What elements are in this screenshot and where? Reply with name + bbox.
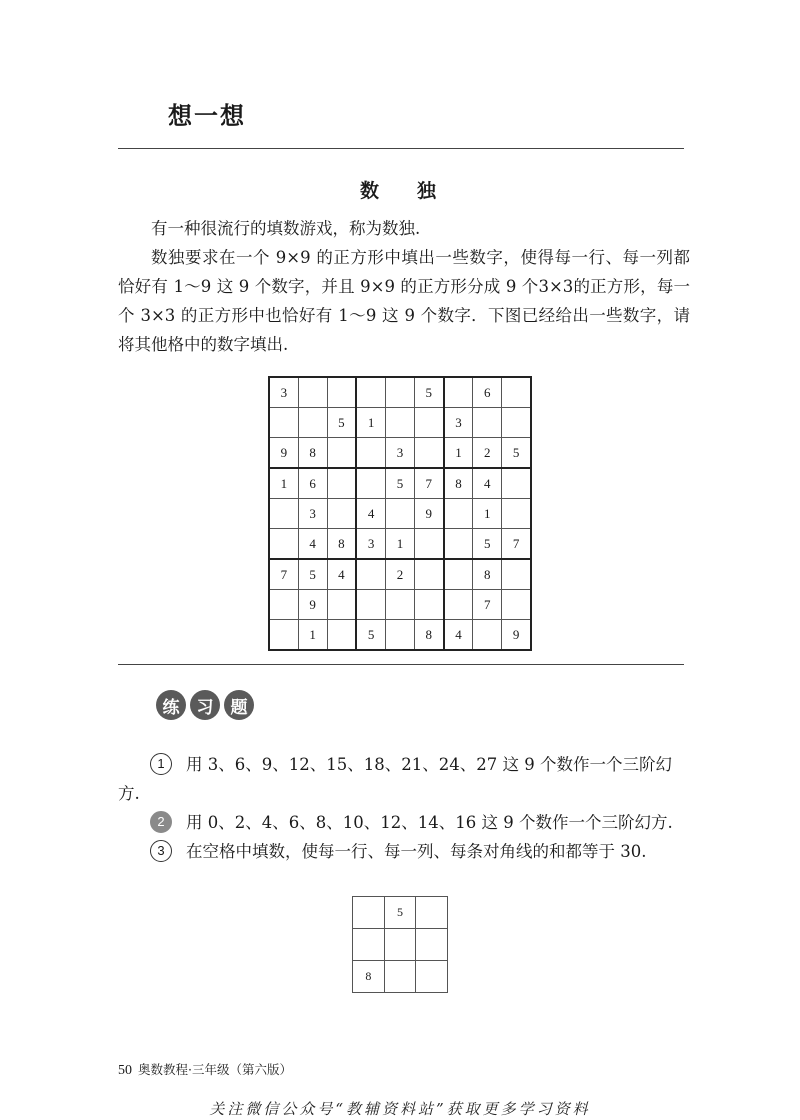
grid-cell: 8: [327, 529, 356, 560]
exercise-text: 在空格中填数，使每一行、每一列、每条对角线的和都等于 30.: [186, 842, 647, 861]
exercise-3: [118, 837, 690, 866]
exercise-text: 用 0、2、4、6、8、10、12、14、16 这 9 个数作一个三阶幻方.: [186, 813, 673, 832]
subtitle-char: 独: [417, 180, 441, 202]
exercise-badge: 练: [156, 690, 186, 720]
subtitle-char: 数: [359, 180, 383, 202]
grid-cell: [502, 590, 531, 620]
grid-row: [353, 929, 448, 961]
grid-cell: 9: [502, 620, 531, 651]
grid-cell: 7: [502, 529, 531, 560]
grid-cell: 6: [298, 468, 327, 499]
grid-cell: [444, 559, 473, 590]
grid-cell: 4: [356, 499, 385, 529]
grid-cell: [327, 499, 356, 529]
exercises-header: [156, 690, 254, 720]
grid-cell: [502, 468, 531, 499]
grid-cell: 5: [386, 468, 415, 499]
grid-row: [353, 961, 448, 993]
grid-cell: [327, 438, 356, 469]
page-number: 50: [118, 1063, 132, 1078]
grid-cell: [473, 620, 502, 651]
grid-cell: 2: [386, 559, 415, 590]
grid-cell: [414, 408, 443, 438]
grid-cell: [269, 529, 298, 560]
grid-cell: [414, 590, 443, 620]
grid-cell: 5: [298, 559, 327, 590]
grid-cell: 7: [473, 590, 502, 620]
grid-cell: 7: [269, 559, 298, 590]
grid-cell: [298, 377, 327, 408]
grid-cell: 1: [269, 468, 298, 499]
exercise-badge: 题: [224, 690, 254, 720]
grid-cell: [473, 408, 502, 438]
magic-square-grid: [352, 896, 448, 993]
exercise-text: 用 3、6、9、12、15、18、21、24、27 这 9 个数作一个三阶幻方.: [118, 755, 672, 803]
grid-cell: 7: [414, 468, 443, 499]
grid-cell: 8: [414, 620, 443, 651]
grid-cell: [356, 590, 385, 620]
grid-row: [269, 620, 531, 651]
grid-cell: 3: [298, 499, 327, 529]
grid-cell: 5: [356, 620, 385, 651]
grid-row: [269, 408, 531, 438]
grid-cell: [386, 590, 415, 620]
grid-cell: [384, 929, 416, 961]
grid-cell: [416, 929, 448, 961]
grid-cell: [414, 438, 443, 469]
book-title: 奥数教程·三年级（第六版）: [138, 1062, 292, 1077]
grid-cell: [327, 377, 356, 408]
sudoku-subtitle: [0, 176, 800, 203]
section-title: 想一想: [168, 102, 246, 130]
grid-cell: [414, 559, 443, 590]
grid-cell: [416, 897, 448, 929]
grid-cell: [386, 377, 415, 408]
grid-cell: [356, 468, 385, 499]
middle-divider: [118, 664, 684, 665]
grid-cell: [444, 499, 473, 529]
grid-cell: [327, 590, 356, 620]
grid-cell: 1: [298, 620, 327, 651]
grid-cell: 9: [269, 438, 298, 469]
page-footer: [118, 1060, 292, 1079]
grid-cell: [502, 559, 531, 590]
grid-cell: [298, 408, 327, 438]
grid-cell: 4: [473, 468, 502, 499]
grid-cell: 3: [444, 408, 473, 438]
exercise-number: 3: [150, 840, 172, 862]
grid-cell: [356, 559, 385, 590]
grid-cell: [502, 499, 531, 529]
grid-cell: 3: [269, 377, 298, 408]
grid-cell: [269, 408, 298, 438]
intro-paragraph: 有一种很流行的填数游戏，称为数独.: [151, 219, 421, 238]
grid-cell: 5: [502, 438, 531, 469]
grid-cell: [386, 408, 415, 438]
grid-row: [269, 590, 531, 620]
grid-cell: 4: [327, 559, 356, 590]
grid-cell: 5: [414, 377, 443, 408]
grid-cell: [414, 529, 443, 560]
grid-cell: 3: [386, 438, 415, 469]
grid-cell: [353, 929, 385, 961]
grid-cell: [502, 408, 531, 438]
grid-row: [269, 529, 531, 560]
watermark-text: 关注微信公众号“教辅资料站”获取更多学习资料: [209, 1100, 591, 1118]
exercise-number: 2: [150, 811, 172, 833]
grid-cell: 5: [327, 408, 356, 438]
grid-cell: 1: [386, 529, 415, 560]
grid-cell: 4: [444, 620, 473, 651]
grid-row: [269, 438, 531, 469]
grid-cell: [269, 499, 298, 529]
exercise-2: [118, 808, 690, 837]
grid-cell: 9: [414, 499, 443, 529]
grid-cell: 8: [473, 559, 502, 590]
grid-cell: [444, 590, 473, 620]
grid-cell: 8: [298, 438, 327, 469]
sudoku-grid: [268, 376, 532, 651]
grid-cell: 6: [473, 377, 502, 408]
grid-row: [269, 499, 531, 529]
grid-cell: [269, 620, 298, 651]
grid-cell: 3: [356, 529, 385, 560]
grid-cell: [416, 961, 448, 993]
grid-cell: 1: [356, 408, 385, 438]
grid-row: [269, 377, 531, 408]
rules-paragraph: 数独要求在一个 9×9 的正方形中填出一些数字，使得每一行、每一列都恰好有 1～9 这 9 个数字，并且 9×9 的正方形分成 9 个3×3的正方形，每一个 3×3 的正方形中也恰好有 1～9 这 9 个数字．下图已经给出一些数字，请将其他格中的数字填出.: [118, 248, 690, 354]
top-divider: [118, 148, 684, 149]
grid-cell: [353, 897, 385, 929]
grid-cell: 8: [353, 961, 385, 993]
exercise-badge: 习: [190, 690, 220, 720]
grid-cell: [502, 377, 531, 408]
grid-cell: 1: [473, 499, 502, 529]
grid-cell: [386, 499, 415, 529]
grid-cell: 9: [298, 590, 327, 620]
exercise-1: [118, 750, 690, 808]
grid-cell: [356, 438, 385, 469]
grid-cell: [327, 468, 356, 499]
grid-cell: 4: [298, 529, 327, 560]
grid-cell: 8: [444, 468, 473, 499]
grid-row: [353, 897, 448, 929]
grid-cell: [269, 590, 298, 620]
grid-cell: [356, 377, 385, 408]
grid-cell: 5: [384, 897, 416, 929]
grid-cell: 1: [444, 438, 473, 469]
grid-cell: 5: [473, 529, 502, 560]
grid-cell: [444, 377, 473, 408]
grid-cell: [386, 620, 415, 651]
grid-cell: [444, 529, 473, 560]
grid-row: [269, 468, 531, 499]
grid-row: [269, 559, 531, 590]
grid-cell: [327, 620, 356, 651]
exercise-number: 1: [150, 753, 172, 775]
grid-cell: [384, 961, 416, 993]
grid-cell: 2: [473, 438, 502, 469]
